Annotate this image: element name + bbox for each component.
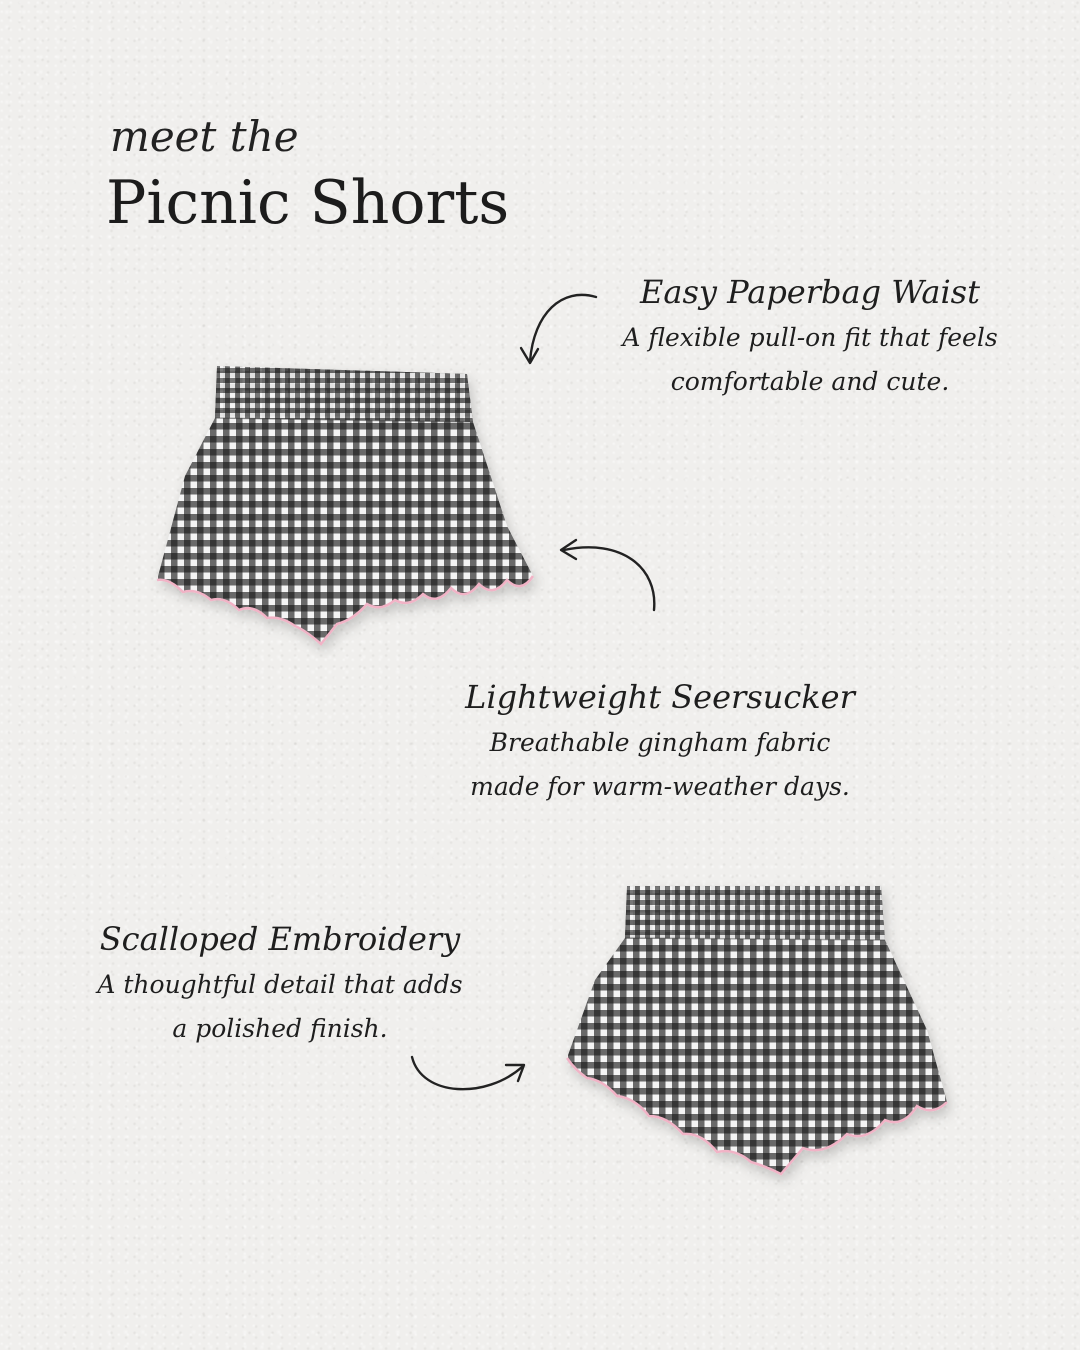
feature-description-line: comfortable and cute. xyxy=(670,367,950,396)
feature-description xyxy=(60,963,500,1051)
feature-lightweight-seersucker xyxy=(440,673,880,809)
feature-description xyxy=(440,721,880,809)
feature-description-line: Breathable gingham fabric xyxy=(489,728,831,757)
feature-title: Easy Paperbag Waist xyxy=(640,273,980,311)
feature-description-line: made for warm-weather days. xyxy=(470,772,850,801)
feature-paperbag-waist xyxy=(590,268,1030,404)
picnic-shorts-front-image xyxy=(145,358,545,658)
page-title: Picnic Shorts xyxy=(106,168,510,238)
feature-description-line: a polished finish. xyxy=(172,1014,388,1043)
feature-description xyxy=(590,316,1030,404)
feature-description-line: A thoughtful detail that adds xyxy=(97,970,463,999)
feature-title: Lightweight Seersucker xyxy=(465,678,855,716)
picnic-shorts-back-image xyxy=(555,880,965,1190)
feature-description-line: A flexible pull-on fit that feels xyxy=(622,323,998,352)
curved-arrow-icon xyxy=(400,1045,540,1105)
header-kicker: meet the xyxy=(110,112,299,161)
feature-title: Scalloped Embroidery xyxy=(99,920,461,958)
feature-scalloped-embroidery xyxy=(60,915,500,1051)
curved-arrow-icon xyxy=(550,530,670,620)
